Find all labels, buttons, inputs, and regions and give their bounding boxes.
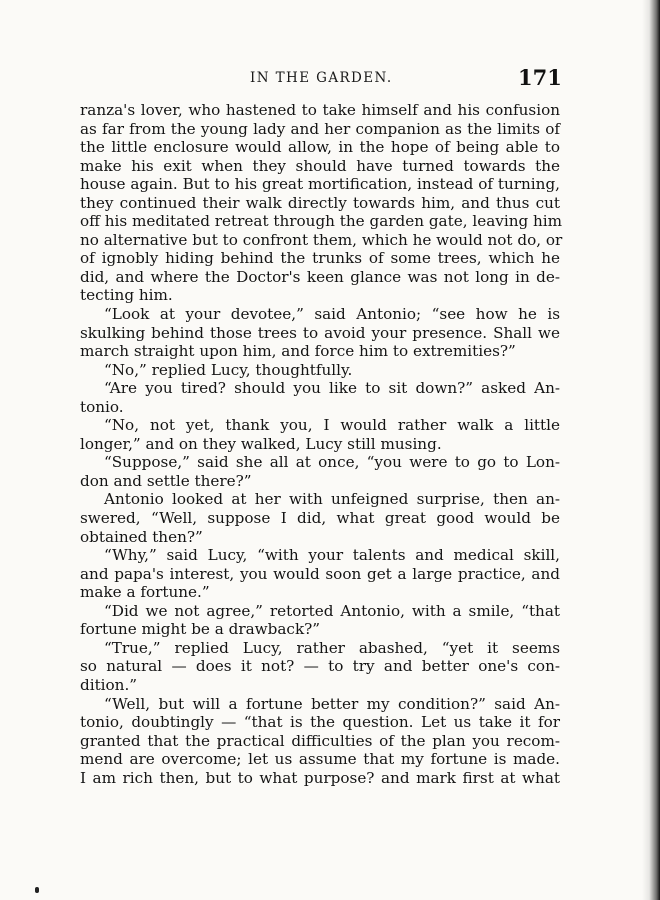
text-line: “Are you tired? should you like to sit down?” asked An- (104, 379, 560, 398)
text-line: they continued their walk directly towards him, and thus cut (80, 193, 560, 212)
text-line: of ignobly hiding behind the trunks of some trees, which he (80, 249, 560, 268)
text-line: fortune might be a drawback?” (80, 620, 321, 639)
text-line: and papa's interest, you would soon get a large practice, and (80, 564, 560, 583)
text-line: so natural — does it not? — to try and better one's con- (80, 657, 560, 676)
text-line: make a fortune.” (80, 583, 210, 602)
text-line: mend are overcome; let us assume that my fortune is made. (80, 750, 560, 769)
text-line: obtained then?” (80, 527, 203, 546)
text-line: “Suppose,” said she all at once, “you were to go to Lon- (104, 453, 560, 472)
text-line: granted that the practical difficulties of the plan you recom- (80, 731, 560, 750)
text-line: “Why,” said Lucy, “with your talents and medical skill, (104, 546, 560, 565)
text-line: tecting him. (80, 286, 173, 305)
text-line: “Look at your devotee,” said Antonio; “see how he is (104, 305, 560, 324)
text-line: “Did we not agree,” retorted Antonio, with a smile, “that (104, 601, 560, 620)
text-line: dition.” (80, 675, 138, 694)
body-text (80, 101, 563, 787)
text-line: longer,” and on they walked, Lucy still musing. (80, 434, 442, 453)
running-title: IN THE GARDEN. (250, 70, 393, 86)
text-line: swered, “Well, suppose I did, what great good would be (80, 509, 560, 528)
text-line: skulking behind those trees to avoid your presence. Shall we (80, 323, 560, 342)
text-line: tonio, doubtingly — “that is the question. Let us take it for (80, 713, 560, 732)
text-line: “True,” replied Lucy, rather abashed, “yet it seems (104, 638, 560, 657)
text-line: did, and where the Doctor's keen glance was not long in de- (80, 267, 560, 286)
text-line: I am rich then, but to what purpose? and mark first at what (80, 768, 560, 787)
text-line: “Well, but will a fortune better my condition?” said An- (104, 694, 560, 713)
ink-speck (35, 887, 39, 893)
text-line: “No,” replied Lucy, thoughtfully. (104, 360, 353, 379)
running-head (0, 65, 660, 90)
text-line: don and settle there?” (80, 471, 252, 490)
page-spine-shadow (642, 0, 660, 900)
text-line: house again. But to his great mortification, instead of turning, (80, 175, 560, 194)
page-number: 171 (518, 65, 562, 90)
text-line: ranza's lover, who hastened to take himself and his confusion (80, 101, 560, 119)
text-line: make his exit when they should have turned towards the (80, 156, 560, 175)
text-line: the little enclosure would allow, in the hope of being able to (80, 138, 560, 157)
text-line: Antonio looked at her with unfeigned surprise, then an- (104, 490, 560, 509)
text-line: off his meditated retreat through the garden gate, leaving him (80, 212, 563, 231)
text-line: no alternative but to confront them, which he would not do, or (80, 230, 563, 249)
text-line: “No, not yet, thank you, I would rather walk a little (104, 416, 560, 435)
text-line: march straight upon him, and force him to extremities?” (80, 342, 516, 361)
text-line: tonio. (80, 397, 124, 416)
text-line: as far from the young lady and her companion as the limits of (80, 119, 560, 138)
